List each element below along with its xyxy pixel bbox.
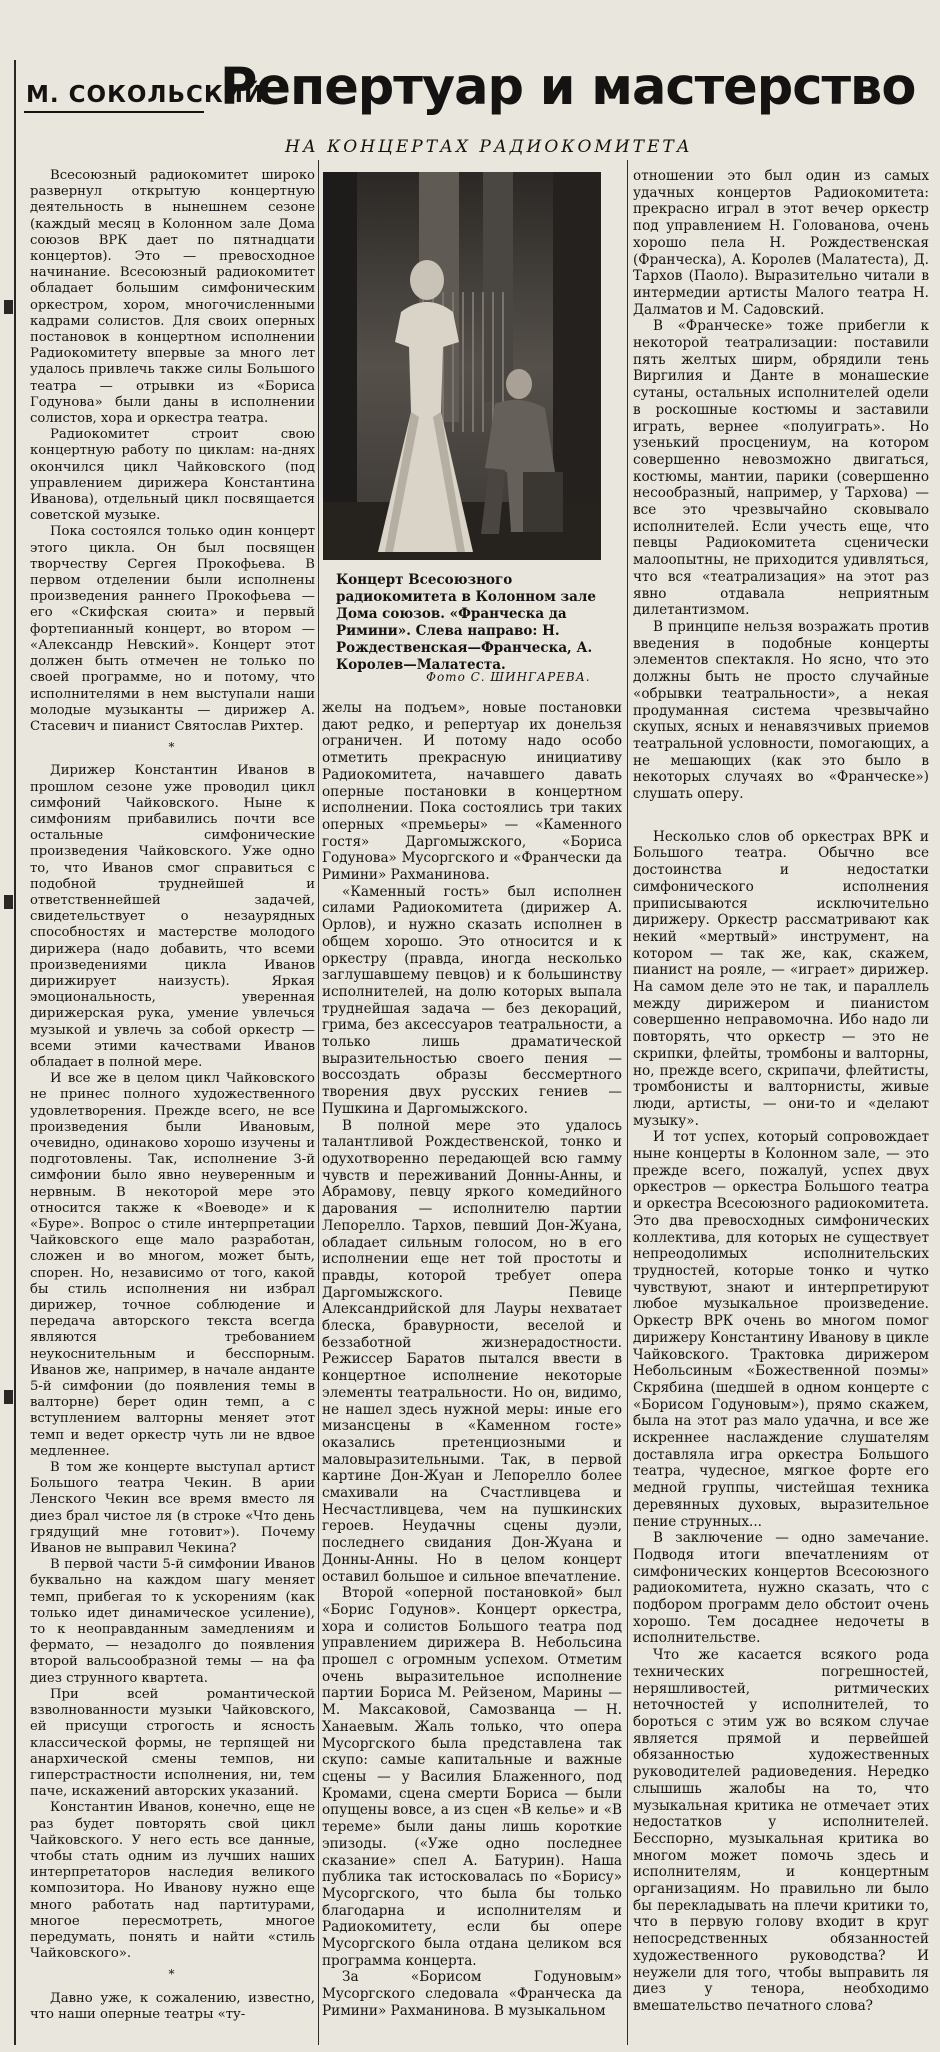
paragraph: За «Борисом Годуновым» Мусоргского следовала «Франческа да Римини» Рахманинова. В музыкальном [322,1969,622,2019]
edge-mark [4,895,13,909]
paragraph: Дирижер Константин Иванов в прошлом сезоне уже проводил цикл симфоний Чайковского. Ныне к симфониям прибавились почти все остальные симфонические произведения Чайковского. Уже одно то, что Иванов смог справиться с подобной труднейшей и ответственнейшей задачей, свидетельствует о незаурядных способностях и мастерстве молодого дирижера (надо добавить, что всеми произведениями цикла Иванов дирижирует наизусть). Яркая эмоциональность, уверенная дирижерская рука, умение увлечься музыкой и увлечь за собой оркестр — всеми этими качествами Иванов обладает в полной мере. [30,763,315,1070]
paragraph: В заключение — одно замечание. Подводя итоги впечатлениям от симфонических концертов Всесоюзного радиокомитета, нужно сказать, что с подбором программ дело обстоит очень хорошо. Тем досаднее недочеты в исполнительстве. [633,1530,929,1647]
paragraph: В том же концерте выступал артист Большого театра Чекин. В арии Ленского Чекин все время вместо ля диез брал чистое ля (в строке «Что день грядущий мне готовит»). Почему Иванов не выправил Чекина? [30,1460,315,1557]
page-edge-rule [14,60,16,2045]
paragraph: Давно уже, к сожалению, известно, что наши оперные театры «ту- [30,1990,315,2022]
column-1 [30,168,315,2023]
paragraph: Несколько слов об оркестрах ВРК и Большого театра. Обычно все достоинства и недостатки симфонического исполнения приписываются исключительно дирижеру. Оркестр рассматривают как некий «мертвый» инструмент, на котором — так же, как, скажем, пианист на рояле, — «играет» дирижер. На самом деле это не так, и параллель между дирижером и пианистом совершенно неправомочна. Ибо надо ли повторять, что оркестр — это не скрипки, флейты, тромбоны и валторны, но, прежде всего, скрипачи, флейтисты, тромбонисты и валторнисты, живые люди, артисты, — они-то и «делают музыку». [633,828,929,1129]
photo-credit: Фото С. ШИНГАРЕВА. [426,670,591,684]
column-rule [318,160,319,2045]
section-gap [633,803,929,829]
paragraph: желы на подъем», новые постановки дают редко, и репертуар их донельзя ограничен. И потому надо особо отметить прекрасную инициативу Радиокомитета, начавшего давать оперные постановки в концертном исполнении. Пока состоялись три таких оперных «премьеры» — «Каменного гостя» Даргомыжского, «Бориса Годунова» Мусоргского и «Франчески да Римини» Рахманинова. [322,700,622,884]
paragraph: Радиокомитет строит свою концертную работу по циклам: на-днях окончился цикл Чайковского (под управлением дирижера Константина Иванова), отдельный цикл посвящается советской музыке. [30,427,315,524]
section-separator: * [168,740,177,755]
paragraph: При всей романтической взволнованности музыки Чайковского, ей присущи строгость и ясность классической формы, не терпящей ни анархической смены темпов, ни гиперстрастности исполнения, ни, тем паче, искажений авторских указаний. [30,1686,315,1800]
paragraph: В принципе нельзя возражать против введения в подобные концерты элементов спектакля. Но ясно, что это должны быть не просто случайные «обрывки театральности», а некая продуманная система чрезвычайно скупых, ясных и ненавязчивых приемов театральной условности, помогающих, а не мешающих (как это было в некоторых случаях во «Франческе») слушать оперу. [633,618,929,803]
paragraph: В «Франческе» тоже прибегли к некоторой театрализации: поставили пять желтых ширм, обрядили тень Виргилия и Данте в монашеские сутаны, остальных исполнителей одели в роскошные костюмы и заставили играть, вернее «полуиграть». Но узенький просцениум, на котором совершенно невозможно двигаться, костюмы, мантии, парики (совершенно несообразный, например, у Тархова) — все это чрезвычайно сковывало исполнителей. Если учесть еще, что певцы Радиокомитета сценически малоопытны, не приходится удивляться, что вся «театрализация» на этот раз явно отдавала неприятным дилетантизмом. [633,318,929,619]
paragraph: В полной мере это удалось талантливой Рождественской, тонко и одухотворенно передающей всю гамму чувств и переживаний Донны-Анны, и Абрамову, певцу яркого комедийного дарования — исполнителю партии Лепорелло. Тархов, певший Дон-Жуана, обладает сильным голосом, но в его исполнении еще нет той простоты и правды, которой требует опера Даргомыжского. Певице Александрийской для Лауры нехватает блеска, бравурности, веселой и беззаботной жизнерадостности. Режиссер Баратов пытался ввести в концертное исполнение некоторые элементы театральности. Но он, видимо, не нашел здесь нужной меры: иные его мизансцены в «Каменном госте» оказались претенциозными и маловыразительными. Так, в первой картине Дон-Жуан и Лепорелло более смахивали на Счастливцева и Несчастливцева, чем на пушкинских героев. Неудачны сцены дуэли, последнего свидания Дон-Жуана и Донны-Анны. Но в целом концерт оставил большое и сильное впечатление. [322,1117,622,1585]
column-3 [633,168,929,2015]
paragraph: Второй «оперной постановкой» был «Борис Годунов». Концерт оркестра, хора и солистов Большого театра под управлением дирижера В. Небольсина прошел с огромным успехом. Отметим очень выразительное исполнение партии Бориса М. Рейзеном, Марины — М. Максаковой, Самозванца — Н. Ханаевым. Жаль только, что опера Мусоргского была представлена так скупо: самые капитальные и важные сцены — у Василия Блаженного, под Кромами, сцена смерти Бориса — были опущены вовсе, а из сцен «В келье» и «В тереме» были даны лишь короткие эпизоды. («Уже одно последнее сказание» спел А. Батурин). Наша публика так истосковалась по «Борису» Мусоргского, что была бы только благодарна и исполнителям и Радиокомитету, если бы опере Мусоргского была отдана целиком вся программа концерта. [322,1585,622,1969]
section-separator: * [168,1967,177,1982]
paragraph: Всесоюзный радиокомитет широко развернул открытую концертную деятельность в нынешнем сезоне (каждый месяц в Колонном зале Дома союзов ВРК дает по пятнадцати концертов). Это — превосходное начинание. Всесоюзный радиокомитет обладает большим симфоническим оркестром, хором, многочисленными кадрами солистов. Для своих оперных постановок в концертном исполнении Радиокомитету впервые за много лет удалось привлечь также силы Большого театра — отрывки из «Бориса Годунова» были даны в исполнении солистов, хора и оркестра театра. [30,168,315,427]
paragraph: «Каменный гость» был исполнен силами Радиокомитета (дирижер А. Орлов), и нужно сказать исполнен в общем хорошо. Это относится и к оркестру (правда, иногда несколько заглушавшему певцов) и к большинству исполнителей, на долю которых выпала труднейшая задача — без декораций, грима, без аксессуаров театральности, а только лишь драматической выразительностью своего пения — воссоздать образы бессмертного творения двух русских гениев — Пушкина и Даргомыжского. [322,883,622,1117]
column-2 [322,700,622,2020]
paragraph: Пока состоялся только один концерт этого цикла. Он был посвящен творчеству Сергея Прокофьева. В первом отделении были исполнены произведения раннего Прокофьева — его «Скифская сюита» и первый фортепианный концерт, во втором — «Александр Невский». Концерт этот должен быть отмечен не только по своей программе, но и потому, что исполнителями в нем выступали наши молодые музыканты — дирижер А. Стасевич и пианист Святослав Рихтер. [30,524,315,734]
edge-mark [4,300,13,314]
paragraph: И все же в целом цикл Чайковского не принес полного художественного удовлетворения. Прежде всего, не все произведения были Ивановым, очевидно, одинаково хорошо изучены и подготовлены. Так, исполнение 3-й симфонии было явно неуверенным и нервным. В некоторой мере это относится также к «Воеводе» и к «Буре». Вопрос о стиле интерпретации Чайковского еще мало разработан, сложен и во многом, может быть, спорен. Но, независимо от того, какой бы стиль исполнения ни избрал дирижер, точное соблюдение и передача авторского текста всегда являются требованием неукоснительным и бесспорным. Иванов же, например, в начале анданте 5-й симфонии (до появления темы в валторне) берет один темп, а с вступлением валторны меняет этот темп и ведет оркестр чуть ли не вдвое медленнее. [30,1071,315,1459]
paragraph: отношении это был один из самых удачных концертов Радиокомитета: прекрасно играл в этот вечер оркестр под управлением Н. Голованова, очень хорошо пела Н. Рождественская (Франческа), А. Королев (Малатеста), Д. Тархов (Паоло). Выразительно читали в интермедии артисты Малого театра Н. Далматов и М. Садовский. [633,168,929,318]
column-rule [627,160,628,2045]
paragraph: И тот успех, который сопровождает ныне концерты в Колонном зале, — это прежде всего, пожалуй, успех двух оркестров — оркестра Большого театра и оркестра Всесоюзного радиокомитета. Это два превосходных симфонических коллектива, для которых не существует непреодолимых исполнительских трудностей, которые тонко и чутко чувствуют, знают и интерпретируют любое музыкальное произведение. Оркестр ВРК очень во многом помог дирижеру Константину Иванову в цикле Чайковского. Трактовка дирижером Небольсиным «Божественной поэмы» Скрябина (шедшей в одном концерте с «Борисом Годуновым»), прямо скажем, была на этот раз мало удачна, и все же искреннее наслаждение слушателям доставляла игра оркестра Большого театра, чудесное, мягкое форте его медной группы, чистейшая техника деревянных духовых, выразительное пение струнных... [633,1129,929,1530]
article-title: Репертуар и мастерство [220,58,916,117]
concert-photo-image [323,172,601,560]
photo-caption: Концерт Всесоюзного радиокомитета в Колонном зале Дома союзов. «Франческа да Римини». Слева направо: Н. Рождественская—Франческа, А. Королев—Малатеста. [336,572,597,673]
concert-photo [323,172,601,560]
byline-underline [24,111,204,113]
paragraph: В первой части 5-й симфонии Иванов буквально на каждом шагу меняет темп, прибегая то к ускорениям (как только идет динамическое усиление), то к неоправданным замедлениям и фермато, — незадолго до появления второй вальсообразной темы — на фа диез струнного квартета. [30,1557,315,1686]
article-subtitle: НА КОНЦЕРТАХ РАДИОКОМИТЕТА [285,137,693,157]
edge-mark [4,1390,13,1404]
paragraph: Что же касается всякого рода технических погрешностей, неряшливостей, ритмических неточностей у исполнителей, то бороться с этим уж во всяком случае является прямой и первейшей обязанностью художественных руководителей радиоведения. Нередко слышишь жалобы на то, что музыкальная критика не отмечает этих недостатков у исполнителей. Бесспорно, музыкальная критика во многом может помочь здесь и исполнителям, и концертным организациям. Но правильно ли было бы перекладывать на плечи критики то, что в первую голову входит в круг непосредственных обязанностей художественного руководства? И неужели для того, чтобы выправить ля диез у тенора, необходимо вмешательство печатного слова? [633,1647,929,2014]
author-byline: М. СОКОЛЬСКИЙ [26,82,265,108]
paragraph: Константин Иванов, конечно, еще не раз будет повторять свой цикл Чайковского. У него есть все данные, чтобы стать одним из лучших наших интерпретаторов наследия великого композитора. Но Иванову нужно еще много работать над партитурами, многое пересмотреть, многое передумать, понять и найти «стиль Чайковского». [30,1800,315,1962]
